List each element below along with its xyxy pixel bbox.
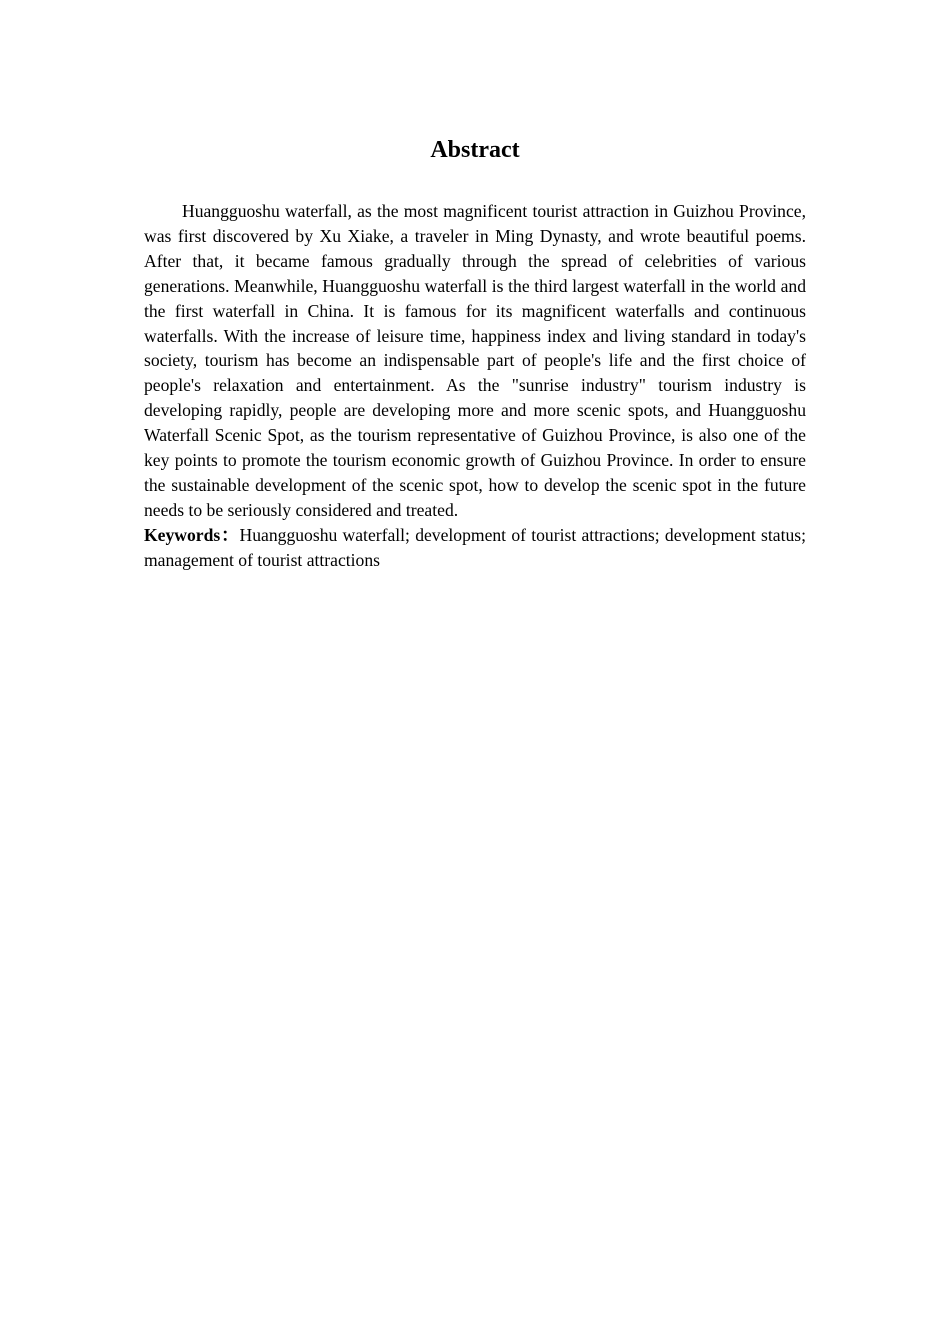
keywords-label: Keywords： [144, 524, 240, 545]
page-title: Abstract [430, 137, 520, 163]
abstract-body [144, 199, 806, 573]
keywords-line [144, 523, 806, 573]
abstract-paragraph: Huangguoshu waterfall, as the most magnificent tourist attraction in Guizhou Province, was first discovered by Xu Xiake, a traveler in Ming Dynasty, and wrote beautiful poems. After that, it became famous gradually through the spread of celebrities of various generations. Meanwhile, Huangguoshu waterfall is the third largest waterfall in the world and the first waterfall in China. It is famous for its magnificent waterfalls and continuous waterfalls. With the increase of leisure time, happiness index and living standard in today's society, tourism has become an indispensable part of people's life and the first choice of people's relaxation and entertainment. As the "sunrise industry" tourism industry is developing rapidly, people are developing more and more scenic spots, and Huangguoshu Waterfall Scenic Spot, as the tourism representative of Guizhou Province, is also one of the key points to promote the tourism economic growth of Guizhou Province. In order to ensure the sustainable development of the scenic spot, how to develop the scenic spot in the future needs to be seriously considered and treated. [144, 201, 806, 520]
keywords-text: Huangguoshu waterfall; development of tourist attractions; development status; management of tourist attractions [144, 524, 806, 570]
